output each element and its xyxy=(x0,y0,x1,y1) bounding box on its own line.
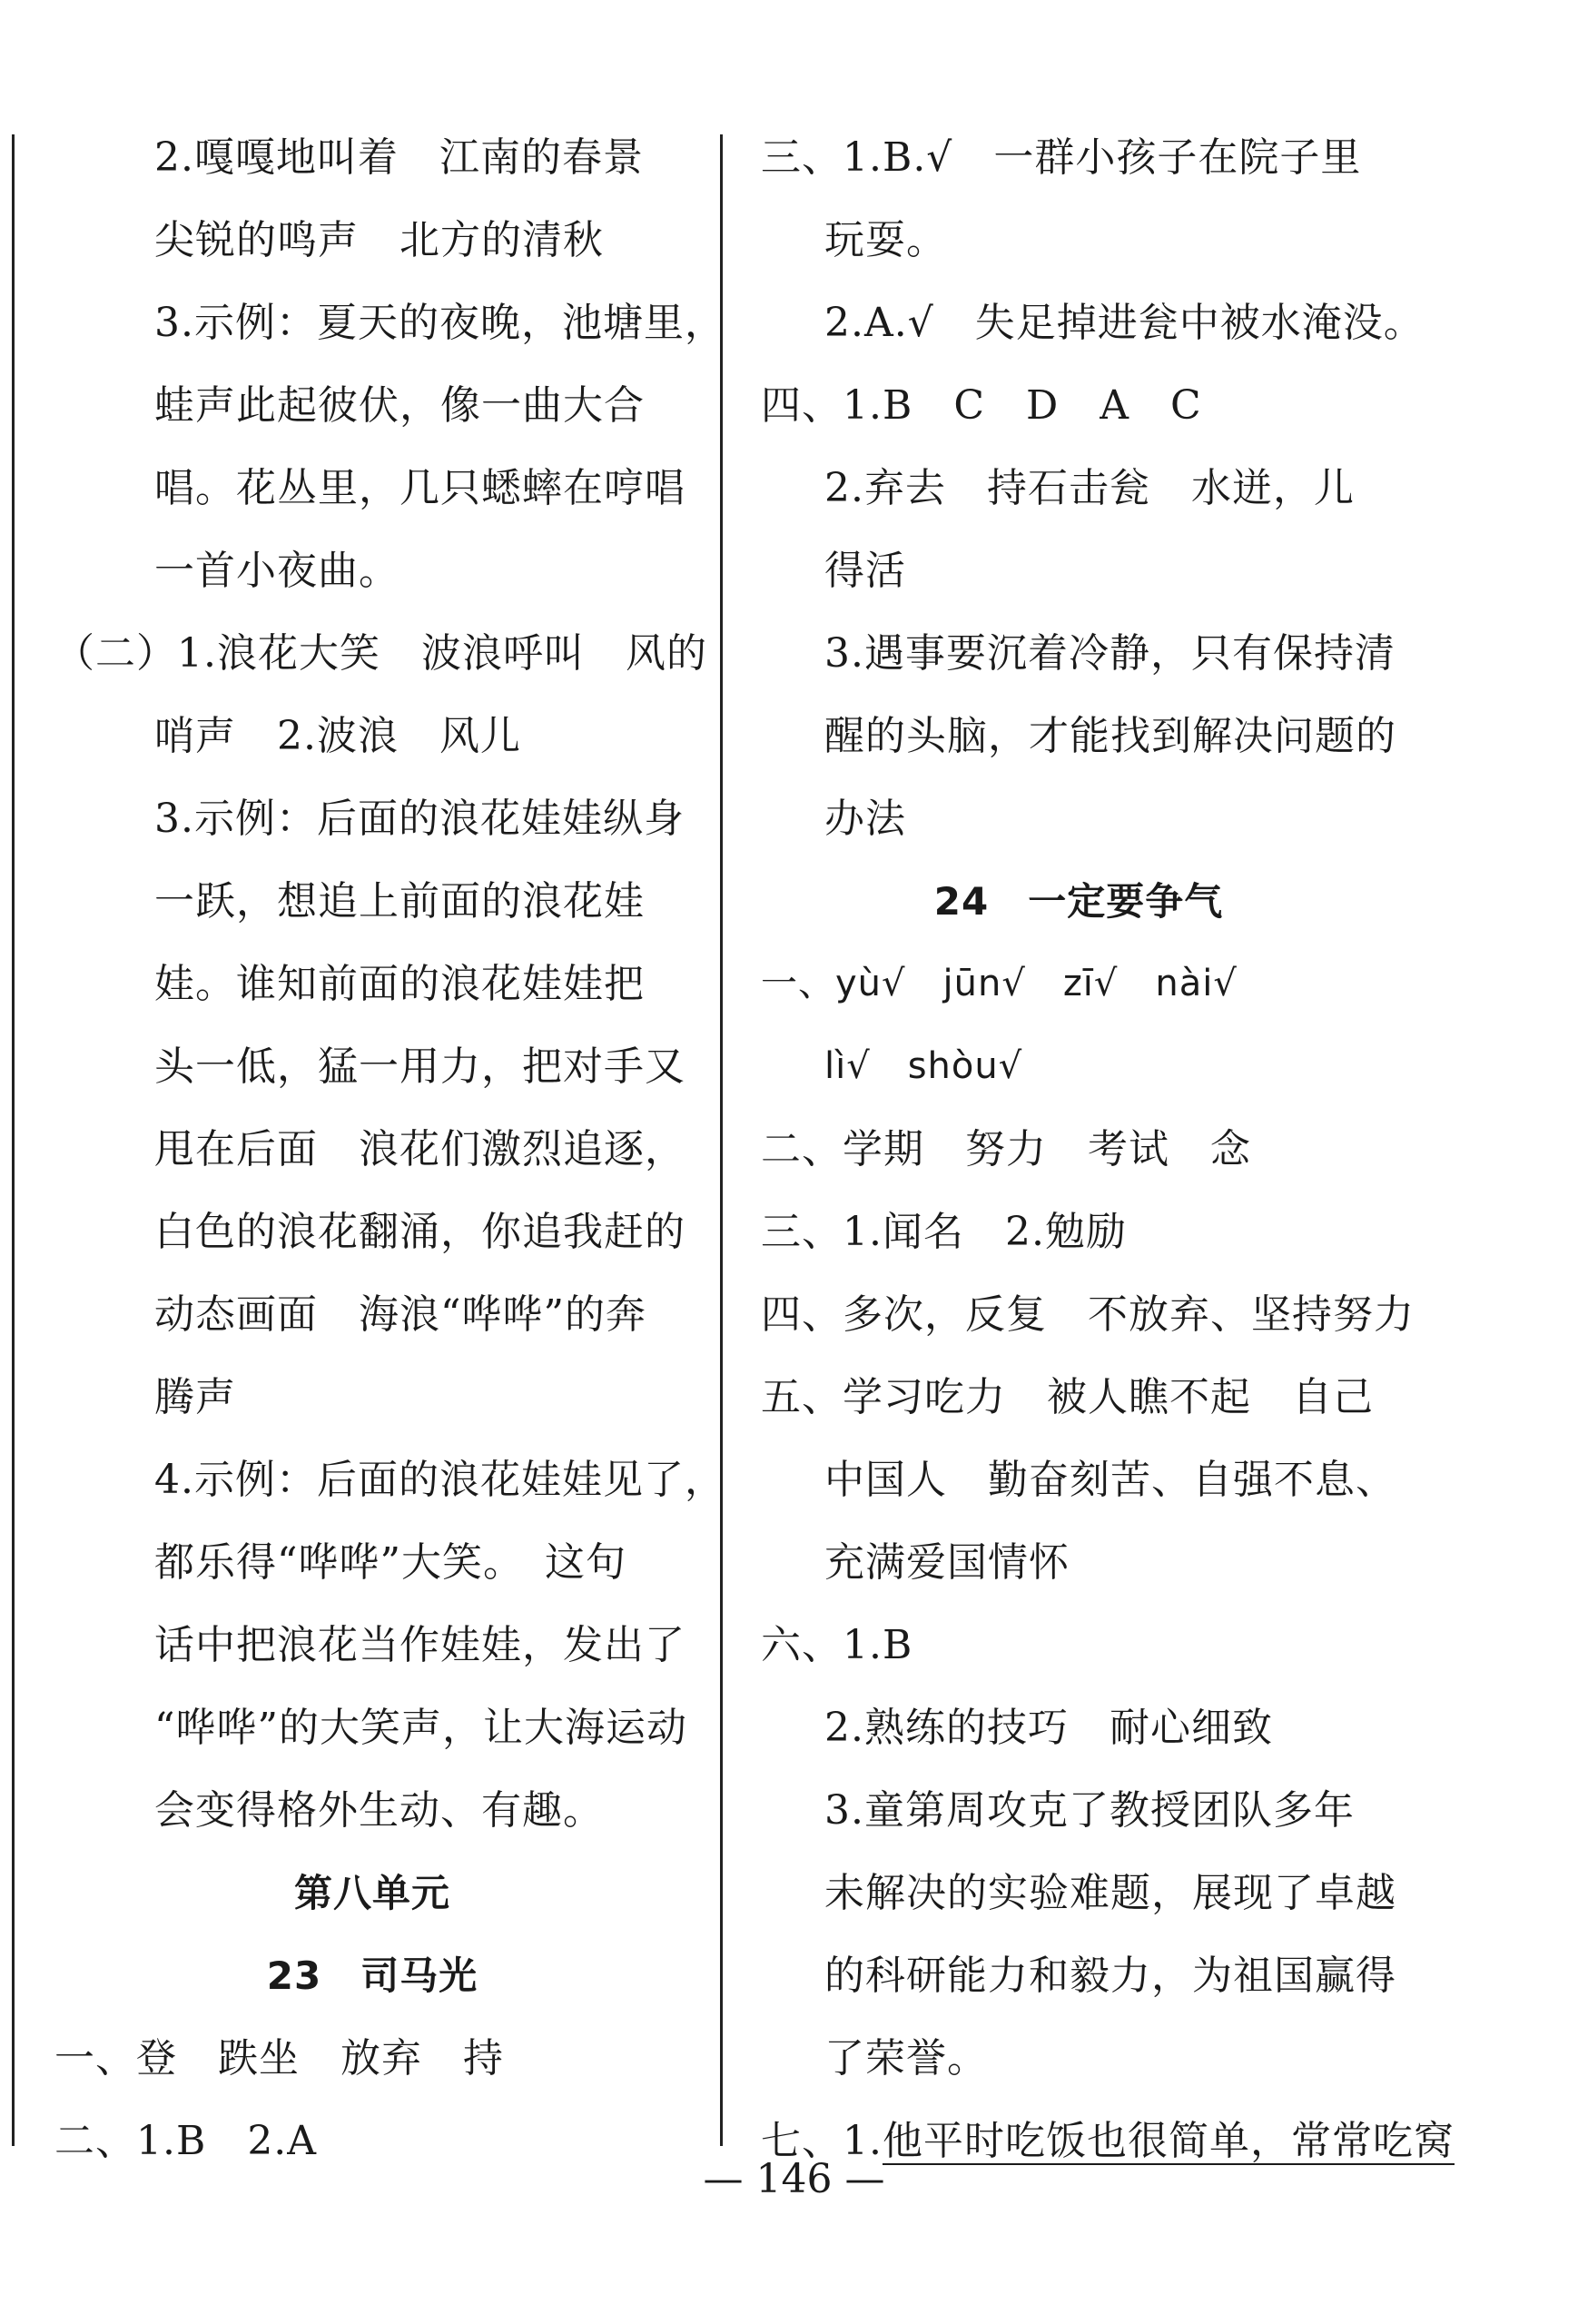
answer-line: 一跃，想追上前面的浪花娃 xyxy=(154,878,645,925)
answer-line: 四、1.B C D A C xyxy=(761,382,1202,429)
answer-line: 会变得格外生动、有趣。 xyxy=(154,1787,604,1834)
answer-line: 三、1.B.√ 一群小孩子在院子里 xyxy=(761,134,1362,181)
answer-line: 未解决的实验难题，展现了卓越 xyxy=(824,1870,1396,1916)
answer-line: “哗哗”的大笑声，让大海运动 xyxy=(154,1705,687,1751)
answer-line: 玩耍。 xyxy=(824,217,947,263)
answer-line: 一、登 跌坐 放弃 持 xyxy=(54,2035,504,2082)
answer-line: 尖锐的鸣声 北方的清秋 xyxy=(154,217,604,263)
answer-line: 六、1.B xyxy=(761,1622,913,1668)
section-heading: 24 一定要争气 xyxy=(933,879,1224,924)
answer-line: 4.示例：后面的浪花娃娃见了， xyxy=(154,1457,725,1503)
answer-line: 2.嘎嘎地叫着 江南的春景 xyxy=(154,134,644,181)
answer-line: 蛙声此起彼伏，像一曲大合 xyxy=(154,382,645,429)
page-number: — 146 — xyxy=(703,2156,885,2202)
answer-line: 哨声 2.波浪 风儿 xyxy=(154,713,521,759)
answer-line: 2.弃去 持石击瓮 水迸，儿 xyxy=(824,465,1355,511)
answer-line: 四、多次，反复 不放弃、坚持努力 xyxy=(761,1291,1415,1338)
answer-line: 话中把浪花当作娃娃，发出了 xyxy=(154,1622,686,1668)
answer-line: （二）1.浪花大笑 波浪呼叫 风的 xyxy=(54,630,707,677)
answer-line: 二、1.B 2.A xyxy=(54,2118,318,2164)
answer-line: 得活 xyxy=(824,548,906,594)
answer-line: 三、1.闻名 2.勉励 xyxy=(761,1209,1127,1255)
answer-line: 3.示例：夏天的夜晚，池塘里， xyxy=(154,300,725,346)
answer-line: 2.熟练的技巧 耐心细致 xyxy=(824,1705,1273,1751)
answer-line: 腾声 xyxy=(154,1374,236,1420)
answer-line: lì√ shòu√ xyxy=(824,1045,1023,1087)
answer-line: 白色的浪花翻涌，你追我赶的 xyxy=(154,1209,686,1255)
answer-line: 办法 xyxy=(824,796,906,842)
column-divider xyxy=(720,134,723,2146)
section-heading: 第八单元 xyxy=(293,1871,450,1915)
section-heading: 23 司马光 xyxy=(266,1953,478,1998)
right-column xyxy=(761,116,1455,2182)
answer-line: 2.A.√ 失足掉进瓮中被水淹没。 xyxy=(824,300,1425,346)
answer-line: 五、学习吃力 被人瞧不起 自己 xyxy=(761,1374,1374,1420)
answer-line: 的科研能力和毅力，为祖国赢得 xyxy=(824,1953,1396,1999)
answer-prefix: 七、1. xyxy=(761,2118,883,2164)
answer-line: 唱。花丛里，几只蟋蟀在哼唱 xyxy=(154,465,686,511)
answer-line: 动态画面 海浪“哗哗”的奔 xyxy=(154,1291,646,1338)
answer-line: 3.童第周攻克了教授团队多年 xyxy=(824,1787,1355,1834)
answer-line: 3.遇事要沉着冷静，只有保持清 xyxy=(824,630,1396,677)
answer-line: 一、yù√ jūn√ zī√ nài√ xyxy=(761,963,1238,1004)
answer-line: 中国人 勤奋刻苦、自强不息、 xyxy=(824,1457,1396,1503)
answer-line: 了荣誉。 xyxy=(824,2035,988,2082)
answer-line: 醒的头脑，才能找到解决问题的 xyxy=(824,713,1396,759)
answer-line: 娃。谁知前面的浪花娃娃把 xyxy=(154,961,645,1007)
answer-line: 都乐得“哗哗”大笑。 这句 xyxy=(154,1539,626,1586)
answer-line: 二、学期 努力 考试 念 xyxy=(761,1126,1251,1172)
answer-line: 充满爱国情怀 xyxy=(824,1539,1070,1586)
left-column xyxy=(54,116,725,2182)
answer-line: 一首小夜曲。 xyxy=(154,548,399,594)
answer-line: 3.示例：后面的浪花娃娃纵身 xyxy=(154,796,685,842)
left-margin-rule xyxy=(12,134,15,2146)
answer-line: 甩在后面 浪花们激烈追逐， xyxy=(154,1126,686,1172)
answer-line: 头一低，猛一用力，把对手又 xyxy=(154,1043,686,1090)
underlined-sentence: 他平时吃饭也很简单，常常吃窝 xyxy=(882,2118,1455,2164)
